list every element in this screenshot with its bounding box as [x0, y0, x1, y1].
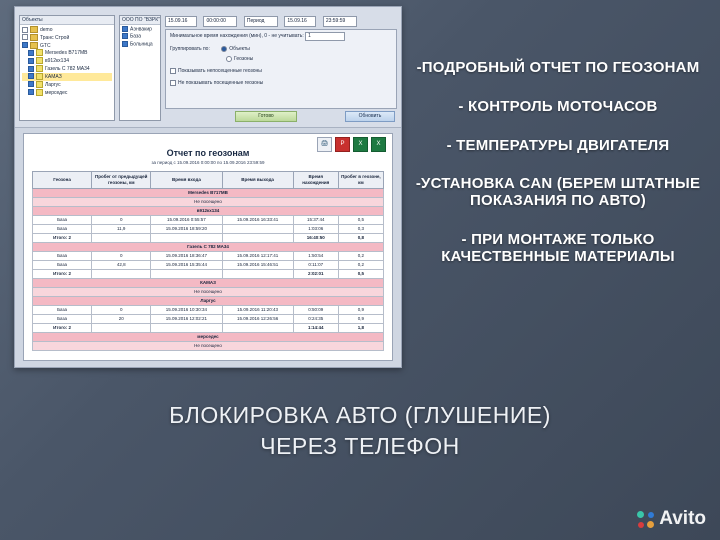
geozones-tree[interactable]: [120, 25, 160, 49]
checkbox-icon[interactable]: [28, 66, 34, 72]
cell-km: 0,2: [338, 252, 383, 261]
bullet-item: -ПОДРОБНЫЙ ОТЧЕТ ПО ГЕОЗОНАМ: [416, 59, 700, 76]
cell-total-km: 1,8: [338, 324, 383, 333]
objects-panel-header: Объекты: [20, 16, 114, 25]
vehicle-icon: [36, 65, 43, 72]
cell-duration: 1:03:06: [293, 225, 338, 234]
cell-km: 0,9: [338, 306, 383, 315]
cell-total-label: Итого: 2: [33, 234, 92, 243]
folder-icon: [30, 26, 38, 33]
group-row: [33, 333, 384, 342]
print-icon[interactable]: 🖨: [317, 137, 332, 152]
tree-item[interactable]: Mersedes B717MB: [22, 49, 112, 57]
tree-item[interactable]: КАМАЗ: [22, 73, 112, 81]
objects-tree[interactable]: [20, 25, 114, 97]
cell-total-km: 0,8: [338, 234, 383, 243]
tree-item[interactable]: мерседес: [22, 89, 112, 97]
cell-prev-km: 0: [92, 252, 151, 261]
run-report-button[interactable]: Готово: [235, 111, 297, 122]
table-row: [33, 252, 384, 261]
cell-time-in: 15.09.2016 12:02:21: [151, 315, 222, 324]
checkbox-icon[interactable]: [122, 26, 128, 32]
cell-prev-km: 42,8: [92, 261, 151, 270]
folder-icon: [30, 34, 38, 41]
cell-time-out: 15.09.2016 12:17:41: [222, 252, 293, 261]
bullet-item: - ПРИ МОНТАЖЕ ТОЛЬКО КАЧЕСТВЕННЫЕ МАТЕРИАЛЫ: [441, 230, 675, 265]
min-time-row[interactable]: [166, 30, 396, 43]
cell-total-duration: 1:14:44: [293, 324, 338, 333]
checkbox-icon[interactable]: [28, 73, 34, 79]
date-from-input[interactable]: 15.09.16: [165, 16, 197, 27]
report-options-box: [165, 29, 397, 109]
footer-line-2: ЧЕРЕЗ ТЕЛЕФОН: [260, 433, 460, 460]
tree-item[interactable]: GTC: [22, 42, 112, 50]
col-prev-km: Пробег от предыдущей геозоны, км: [92, 172, 151, 189]
cell-total-duration: 2:02:01: [293, 270, 338, 279]
tree-item[interactable]: Ларгус: [22, 81, 112, 89]
cell-time-in: 15.09.2016 18:36:47: [151, 252, 222, 261]
cell-total-label: Итого: 2: [33, 270, 92, 279]
cell-time-in: 15.09.2016 15:35:44: [151, 261, 222, 270]
table-row: [33, 225, 384, 234]
report-view: [23, 133, 393, 361]
min-time-input[interactable]: 1: [305, 32, 345, 41]
table-row: [33, 315, 384, 324]
group-option-geozones[interactable]: Геозоны: [234, 56, 254, 62]
group-note-row: [33, 288, 384, 297]
cell-time-out: 15.09.2016 15:46:51: [222, 261, 293, 270]
bullet-item: - КОНТРОЛЬ МОТОЧАСОВ: [458, 97, 658, 115]
table-row: [33, 216, 384, 225]
geozones-panel-header: ООО ПО "ВЗРК": [122, 17, 160, 23]
cell-duration: 0:50:09: [293, 306, 338, 315]
report-export-toolbar[interactable]: [317, 137, 386, 152]
cell-time-in: 15.09.2016 0:55:57: [151, 216, 222, 225]
time-to-input[interactable]: 23:59:59: [323, 16, 357, 27]
table-row: [33, 306, 384, 315]
cell-km: 0,2: [338, 261, 383, 270]
vehicle-icon: [36, 81, 43, 88]
report-builder-window: [15, 7, 401, 128]
cell-prev-km: 20: [92, 315, 151, 324]
cell-prev-km: 0: [92, 216, 151, 225]
show-unvisited-row[interactable]: [166, 65, 396, 77]
cell-km: 0,9: [338, 315, 383, 324]
group-note: Не посещено: [33, 288, 384, 297]
total-row: [33, 324, 384, 333]
report-table: [32, 171, 384, 351]
checkbox-icon[interactable]: [170, 80, 176, 86]
cell-zone: База: [33, 306, 92, 315]
checkbox-icon[interactable]: [170, 68, 176, 74]
group-row-2[interactable]: [166, 53, 396, 65]
app-screenshot: [14, 6, 402, 368]
cell-duration: 15:37:44: [293, 216, 338, 225]
cell-time-out: [222, 225, 293, 234]
checkbox-icon[interactable]: [22, 27, 28, 33]
cell-time-out: 15.09.2016 11:20:43: [222, 306, 293, 315]
cell-time-in: 15.09.2016 10:30:34: [151, 306, 222, 315]
marketing-bullets: [408, 60, 708, 288]
cell-duration: 0:11:07: [293, 261, 338, 270]
avito-logo-icon: [637, 511, 654, 528]
bullet-item: - ТЕМПЕРАТУРЫ ДВИГАТЕЛЯ: [446, 136, 670, 154]
group-option-objects[interactable]: Объекты: [229, 46, 250, 52]
cell-total-km: 0,5: [338, 270, 383, 279]
cell-zone: База: [33, 261, 92, 270]
avito-wordmark: Avito: [659, 508, 706, 529]
group-name: мерседес: [33, 333, 384, 342]
tree-item[interactable]: Больница: [122, 41, 158, 48]
folder-icon: [30, 42, 38, 49]
group-label: Группировать по:: [170, 46, 210, 52]
tree-item[interactable]: в912кх134: [22, 57, 112, 65]
cell-zone: База: [33, 315, 92, 324]
footer-line-1: БЛОКИРОВКА АВТО (ГЛУШЕНИЕ): [169, 402, 551, 428]
checkbox-icon[interactable]: [28, 81, 34, 87]
cell-prev-km: 0: [92, 306, 151, 315]
date-range-toolbar[interactable]: [165, 13, 395, 25]
col-duration: Время нахождения: [293, 172, 338, 189]
table-header-row: [33, 172, 384, 189]
group-row: [33, 279, 384, 288]
bullet-item: -УСТАНОВКА CAN (БЕРЕМ ШТАТНЫЕ ПОКАЗАНИЯ ПО АВТО): [415, 175, 701, 210]
cell-zone: База: [33, 225, 92, 234]
table-row: [33, 261, 384, 270]
pdf-icon[interactable]: P: [335, 137, 350, 152]
checkbox-icon[interactable]: [22, 34, 28, 40]
cell-total-duration: 16:40:50: [293, 234, 338, 243]
tree-item[interactable]: demo: [22, 26, 112, 34]
col-zone: Геозона: [33, 172, 92, 189]
footer-headline: [40, 400, 680, 462]
total-row: [33, 234, 384, 243]
radio-geozones-icon[interactable]: [226, 56, 232, 62]
group-name: КАМАЗ: [33, 279, 384, 288]
group-row: [33, 189, 384, 198]
cell-km: 0,5: [338, 216, 383, 225]
checkbox-icon[interactable]: [28, 50, 34, 56]
period-select[interactable]: Период: [244, 16, 278, 27]
radio-objects-icon[interactable]: [221, 46, 227, 52]
group-name: Газель С 782 МА34: [33, 243, 384, 252]
report-title: Отчет по геозонам: [166, 148, 250, 158]
group-name: Mersedes B717MB: [33, 189, 384, 198]
cell-time-out: 15.09.2016 16:33:41: [222, 216, 293, 225]
group-note: Не посещено: [33, 342, 384, 351]
cell-duration: 1:50:54: [293, 252, 338, 261]
hide-visited-row[interactable]: [166, 77, 396, 89]
group-name: в912кх134: [33, 207, 384, 216]
group-row: [33, 297, 384, 306]
tree-item[interactable]: Транс Строй: [22, 34, 112, 42]
objects-panel: [19, 15, 115, 121]
cell-zone: База: [33, 252, 92, 261]
hide-visited-label: Не показывать посещенные геозоны: [178, 80, 264, 86]
report-subtitle: за период с 15.09.2016 0:00:00 по 15.09.2016 23:59:59: [151, 160, 265, 165]
vehicle-icon: [36, 89, 43, 96]
cell-km: 0,3: [338, 225, 383, 234]
show-unvisited-label: Показывать непосещенные геозоны: [178, 68, 262, 74]
cell-prev-km: 11,9: [92, 225, 151, 234]
tree-item[interactable]: Аэнвакир: [122, 26, 158, 33]
group-note-row: [33, 342, 384, 351]
vehicle-icon: [36, 49, 43, 56]
col-time-out: Время выхода: [222, 172, 293, 189]
checkbox-icon[interactable]: [122, 41, 128, 47]
checkbox-icon[interactable]: [28, 58, 34, 64]
cell-time-out: 15.09.2016 12:26:56: [222, 315, 293, 324]
avito-watermark: [637, 508, 706, 530]
vehicle-icon: [36, 73, 43, 80]
group-row: [33, 207, 384, 216]
checkbox-icon[interactable]: [28, 89, 34, 95]
group-note: Не посещено: [33, 198, 384, 207]
col-time-in: Время входа: [151, 172, 222, 189]
group-note-row: [33, 198, 384, 207]
geozones-panel: [119, 15, 161, 121]
cell-total-label: Итого: 2: [33, 324, 92, 333]
refresh-button[interactable]: Обновить: [345, 111, 395, 122]
time-from-input[interactable]: 00:00:00: [203, 16, 237, 27]
group-row: [33, 243, 384, 252]
col-km: Пробег в геозоне, км: [338, 172, 383, 189]
cell-time-in: 15.09.2016 18:59:20: [151, 225, 222, 234]
cell-zone: База: [33, 216, 92, 225]
checkbox-icon[interactable]: [122, 33, 128, 39]
tree-item[interactable]: База: [122, 33, 158, 40]
excel-icon[interactable]: X: [353, 137, 368, 152]
cell-duration: 0:24:35: [293, 315, 338, 324]
excel-icon[interactable]: X: [371, 137, 386, 152]
total-row: [33, 270, 384, 279]
vehicle-icon: [36, 57, 43, 64]
date-to-input[interactable]: 15.09.16: [284, 16, 316, 27]
checkbox-icon[interactable]: [22, 42, 28, 48]
group-name: Ларгус: [33, 297, 384, 306]
min-time-label: Минимальное время нахождения (мин), 0 - не учитывать:: [170, 33, 304, 39]
tree-item[interactable]: Газель С 782 МА34: [22, 65, 112, 73]
